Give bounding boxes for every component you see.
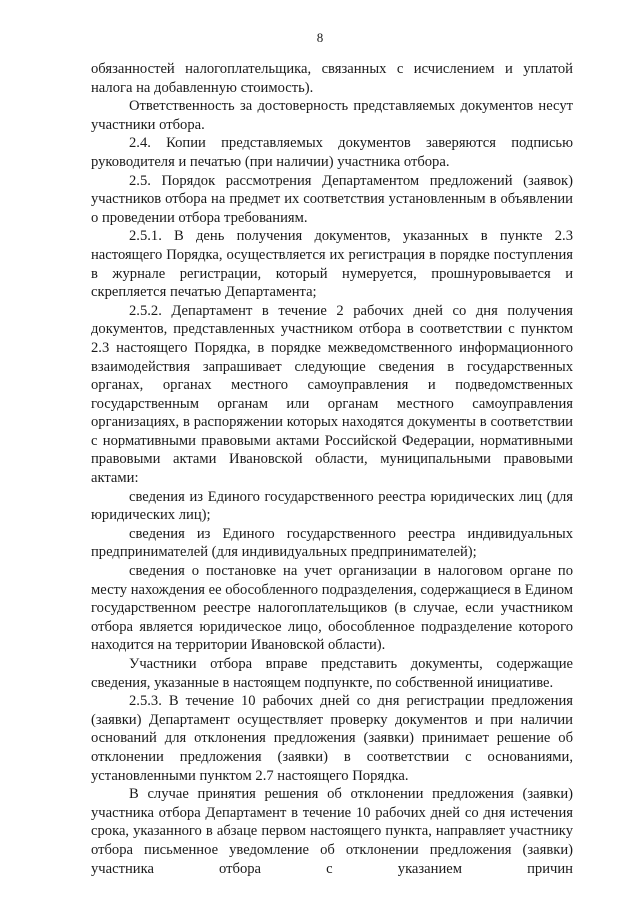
list-item-legal-entities: сведения из Единого государственного реестра юридических лиц (для юридических лиц); (91, 488, 573, 524)
paragraph-continuation: обязанностей налогоплательщика, связанных с исчислением и уплатой налога на добавленную стоимость). (91, 61, 573, 96)
page-number: 8 (316, 30, 324, 45)
list-item-tax-registration: сведения о постановке на учет организации в налоговом органе по месту нахождения ее обособленного подразделения, содержащиеся в Едином государственном реестре налогоплательщиков (в случае, если участником отбора является юридическое лицо, обособленное подразделение которого находится на территории Ивановской области). (91, 563, 573, 654)
document-body (91, 60, 573, 878)
paragraph-2-5-3: 2.5.3. В течение 10 рабочих дней со дня регистрации предложения (заявки) Департамент осуществляет проверку документов и при наличии оснований для отклонения предложения (заявки) принимает решение об отклонении предложения (заявки) в соответствии с основаниями, установленными пунктом 2.7 настоящего Порядка. (91, 693, 573, 784)
paragraph-2-5: 2.5. Порядок рассмотрения Департаментом предложений (заявок) участников отбора на предмет их соответствия установленным в объявлении о проведении отбора требованиям. (91, 172, 573, 226)
paragraph-responsibility: Ответственность за достоверность представляемых документов несут участники отбора. (91, 98, 573, 133)
paragraph-2-4: 2.4. Копии представляемых документов заверяются подписью руководителя и печатью (при наличии) участника отбора. (91, 135, 573, 170)
paragraph-2-5-1: 2.5.1. В день получения документов, указанных в пункте 2.3 настоящего Порядка, осуществляется их регистрация в порядке поступления в журнале регистрации, который нумеруется, прошнуровывается и скрепляется печатью Департамента; (91, 228, 573, 301)
list-item-entrepreneurs: сведения из Единого государственного реестра индивидуальных предпринимателей (для индивидуальных предпринимателей); (91, 525, 573, 561)
paragraph-2-5-2: 2.5.2. Департамент в течение 2 рабочих дней со дня получения документов, представленных участником отбора в соответствии с пунктом 2.3 настоящего Порядка, в порядке межведомственного информационного взаимодействия запрашивает следующие сведения в государственных органах, органах местного самоуправления и подведомственных государственным органам или органам местного самоуправления организациях, в распоряжении которых находятся документы в соответствии с нормативными правовыми актами Российской Федерации, нормативными правовыми актами Ивановской области, муниципальными правовыми актами: (91, 302, 573, 487)
paragraph-own-initiative: Участники отбора вправе представить документы, содержащие сведения, указанные в настоящем подпункте, по собственной инициативе. (91, 656, 573, 691)
paragraph-rejection-notice: В случае принятия решения об отклонении предложения (заявки) участника отбора Департамент в течение 10 рабочих дней со дня истечения срока, указанного в абзаце первом настоящего пункта, направляет участнику отбора письменное уведомление об отклонении предложения (заявки) участника отбора с указанием причин (91, 786, 573, 877)
